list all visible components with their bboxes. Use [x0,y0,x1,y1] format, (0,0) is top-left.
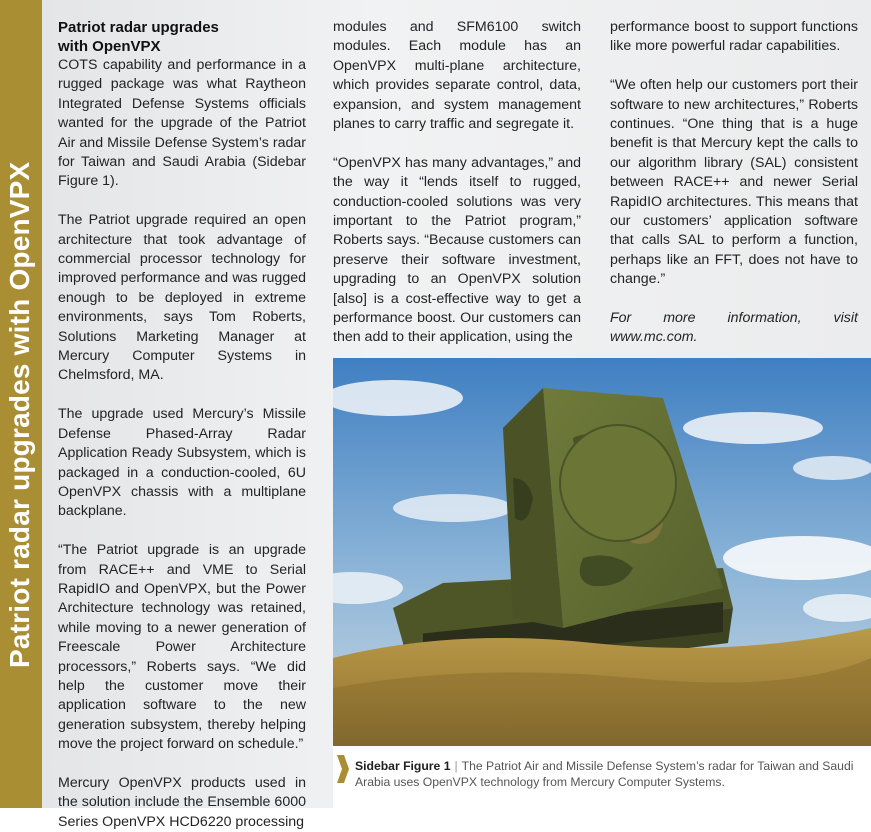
article-column-2 [333,18,581,348]
chevron-right-icon [336,754,350,784]
paragraph: “We often help our customers port their software to new architectures,” Roberts continues. “One thing that is a huge benefit is that Mercury kept the calls to our algorithm library (SAL) consistent between RACE++ and newer Serial RapidIO architectures. This means that our customers’ application software that calls SAL to perform a function, perhaps like an FFT, does not have to change.” [610,77,858,288]
radar-photo-illustration [333,358,871,746]
article-column-1 [58,18,306,832]
headline-line-1: Patriot radar upgrades [58,19,219,36]
caption-separator: | [454,759,458,773]
paragraph: Mercury OpenVPX products used in the solution include the Ensemble 6000 Series OpenVPX HCD6220 processing [58,774,306,830]
paragraph: modules and SFM6100 switch modules. Each module has an OpenVPX multi-plane architecture, which provides separate control, data, expansion, and system management planes to carry traffic and segregate it. [333,19,581,133]
paragraph: “The Patriot upgrade is an upgrade from RACE++ and VME to Serial RapidIO and OpenVPX, but the Power Architecture technology was retained, while moving to a newer generation of Freescale Power Architecture processors,” Roberts says. “We did help the customer move their application software to the new generation subsystem, thereby helping move the project forward on schedule.” [58,542,306,753]
caption-body: The Patriot Air and Missile Defense System’s radar for Taiwan and Saudi Arabia uses OpenVPX technology from Mercury Computer Systems. [355,759,854,789]
paragraph: “OpenVPX has many advantages,” and the way it “lends itself to rugged, conduction-cooled solutions was very important to the Patriot program,” Roberts says. “Because customers can preserve their software investment, upgrading to an OpenVPX solution [also] is a cost-effective way to get a performance boost. Our customers can then add to their application, using the [333,154,581,346]
caption-text [355,758,855,790]
figure-caption [333,746,871,808]
caption-label: Sidebar Figure 1 [355,759,451,773]
paragraph: The upgrade used Mercury’s Missile Defense Phased-Array Radar Application Ready Subsystem, which is packaged in a conduction-cooled, 6U OpenVPX chassis with a multiplane backplane. [58,406,306,520]
more-info-line: For more information, visit www.mc.com. [610,310,858,346]
paragraph: The Patriot upgrade required an open architecture that took advantage of commercial processor technology for improved performance and was rugged enough to be deployed in extreme environments, says Tom Roberts, Solutions Marketing Manager at Mercury Computer Systems in Chelmsford, MA. [58,212,306,384]
headline-line-2: with OpenVPX [58,38,161,55]
paragraph: COTS capability and performance in a rugged package was what Raytheon Integrated Defense Systems officials wanted for the upgrade of the Patriot Air and Missile Defense System’s radar for Taiwan and Saudi Arabia (Sidebar Figure 1). [58,57,306,190]
sidebar-title: Patriot radar upgrades with OpenVPX [4,161,35,668]
figure-photo [333,358,871,746]
paragraph: performance boost to support functions like more powerful radar capabilities. [610,19,858,55]
article-headline [58,18,306,56]
article-column-3 [610,18,858,348]
